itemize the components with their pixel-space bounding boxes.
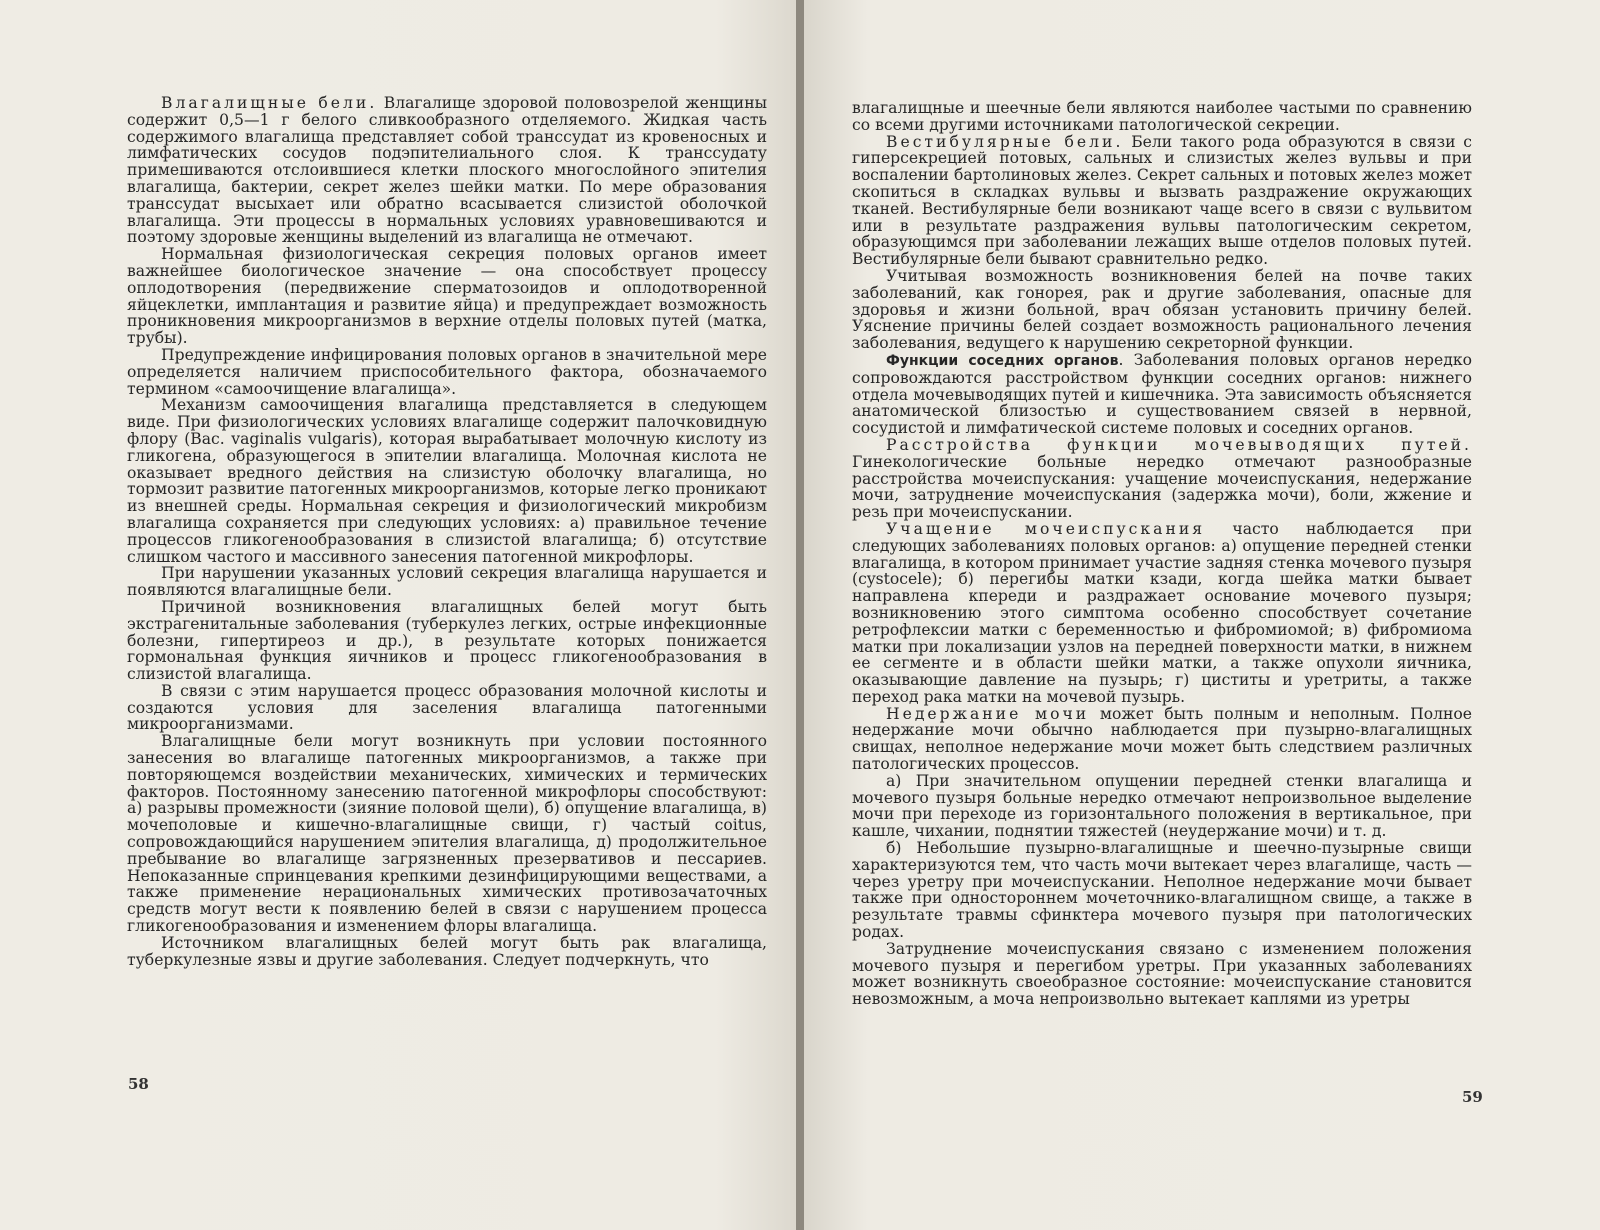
book-gutter [796, 0, 804, 1230]
paragraph [852, 352, 1472, 437]
paragraph-text: Влагалище здоровой половозрелой женщины содержит 0,5—1 г белого сливкообразного отделяемого. Жидкая часть содержимого влагалища представляет собой транссудат из кровеносных и лимфатических сосудов подэпителиального слоя. К транссудату примешиваются отслоившиеся клетки плоского многослойного эпителия влагалища, бактерии, секрет желез шейки матки. По мере образования транссудат высыхает или обратно всасывается слизистой оболочкой влагалища. Эти процессы в нормальных условиях уравновешиваются и поэтому здоровые женщины выделений из влагалища не отмечают. [127, 94, 767, 247]
right-page-text [852, 100, 1472, 1008]
paragraph: б) Небольшие пузырно-влагалищные и шеечно-пузырные свищи характеризуются тем, что часть мочи вытекает через влагалище, часть — через уретру при мочеиспускании. Неполное недержание мочи бывает также при одностороннем мочеточнико-влагалищном свище, а также в результате травмы сфинктера мочевого пузыря при патологических родах. [852, 839, 1472, 942]
section-heading: Расстройства функции мочевыводящих путей. [886, 435, 1472, 454]
paragraph [852, 437, 1472, 521]
section-heading: Влагалищные бели. [161, 94, 378, 112]
section-heading: Недержание мочи [886, 704, 1090, 723]
paragraph: При нарушении указанных условий секреция влагалища нарушается и появляются влагалищные бели. [127, 564, 767, 600]
paragraph-text: Гинекологические больные нередко отмечают разнообразные расстройства мочеиспускания: учащение мочеиспускания, недержание мочи, затруднение мочеиспускания (задержка мочи), боли, жжение и резь при мочеиспускании. [852, 452, 1472, 522]
paragraph: влагалищные и шеечные бели являются наиболее частыми по сравнению со всеми другими источниками патологической секреции. [852, 99, 1472, 134]
paragraph: Механизм самоочищения влагалища представляется в следующем виде. При физиологических условиях влагалище содержит палочковидную флору (Bac. vaginalis vulgaris), которая вырабатывает молочную кислоту из гликогена, образующегося в эпителии влагалища. Молочная кислота не оказывает вредного действия на слизистую оболочку влагалища, но тормозит развитие патогенных микроорганизмов, которые легко проникают из внешней среды. Нормальная секреция и физиологический микробизм влагалища сохраняется при следующих условиях: а) правильное течение процессов гликогенообразования в слизистой влагалища; б) отсутствие слишком частого и массивного занесения патогенной микрофлоры. [127, 396, 767, 566]
paragraph: Затруднение мочеиспускания связано с изменением положения мочевого пузыря и перегибом уретры. При указанных заболеваниях может возникнуть своеобразное состояние: мочеиспускание становится невозможным, а моча непроизвольно вытекает каплями из уретры [852, 939, 1472, 1009]
paragraph [852, 134, 1472, 268]
left-page [0, 0, 796, 1230]
section-heading-bold: Функции соседних органов [886, 352, 1119, 369]
paragraph-text: . Заболевания половых органов нередко сопровождаются расстройством функции соседних органов: нижнего отдела мочевыводящих путей и кишечника. Эта зависимость объясняется анатомической близостью и существованием связей в нервной, сосудистой и лимфатической системе половых и соседних органов. [852, 350, 1472, 438]
paragraph: В связи с этим нарушается процесс образования молочной кислоты и создаются условия для заселения влагалища патогенными микроорганизмами. [127, 681, 767, 734]
paragraph: Влагалищные бели могут возникнуть при условии постоянного занесения во влагалище патогенных микроорганизмов, а также при повторяющемся воздействии механических, химических и термических факторов. Постоянному занесению патогенной микрофлоры способствуют: а) разрывы промежности (зияние половой щели), б) опущение влагалища, в) мочеполовые и кишечно-влагалищные свищи, г) частый coitus, сопровождающийся нарушением эпителия влагалища, д) продолжительное пребывание во влагалище загрязненных презервативов и пессариев. Непоказанные спринцевания крепкими дезинфицирующими веществами, а также применение нерациональных химических противозачаточных средств могут вести к появлению белей в связи с нарушением процесса гликогенообразования и изменением флоры влагалища. [127, 732, 767, 936]
paragraph: Учитывая возможность возникновения белей на почве таких заболеваний, как гонорея, рак и другие заболевания, опасные для здоровья и жизни больной, врач обязан установить причину белей. Уяснение причины белей создает возможность рационального лечения заболевания, ведущего к нарушению секреторной функции. [852, 266, 1472, 353]
section-heading: Учащение мочеиспускания [886, 519, 1206, 538]
right-page [804, 0, 1600, 1230]
paragraph: Причиной возникновения влагалищных белей могут быть экстрагенитальные заболевания (туберкулез легких, острые инфекционные болезни, гипертиреоз и др.), в результате которых понижается гормональная функция яичников и процесс гликогенообразования в слизистой влагалища. [127, 597, 767, 684]
paragraph [852, 706, 1472, 773]
paragraph-text: часто наблюдается при следующих заболеваниях половых органов: а) опущение передней стенки влагалища, в котором принимает участие задняя стенка мочевого пузыря (cystocele); б) перегибы матки кзади, когда шейка матки бывает направлена кпереди и раздражает основание мочевого пузыря; возникновению этого симптома особенно способствует сочетание ретрофлексии матки с беременностью и фибромиомой; в) фибромиома матки при локализации узлов на передней поверхности матки, в нижнем ее сегменте и в области шейки матки, а также опухоли яичника, оказывающие давление на пузырь; г) циститы и уретриты, а также переход рака матки на мочевой пузырь. [852, 519, 1472, 706]
paragraph: Нормальная физиологическая секреция половых органов имеет важнейшее биологическое значение — она способствует процессу оплодотворения (передвижение сперматозоидов и оплодотворенной яйцеклетки, имплантация и развитие яйца) и предупреждает возможность проникновения микроорганизмов в верхние отделы половых путей (матка, трубы). [127, 245, 767, 348]
page-number: 59 [1462, 1088, 1483, 1106]
paragraph: Источником влагалищных белей могут быть рак влагалища, туберкулезные язвы и другие заболевания. Следует подчеркнуть, что [127, 933, 767, 969]
paragraph [127, 95, 767, 246]
paragraph [852, 521, 1472, 706]
paragraph: а) При значительном опущении передней стенки влагалища и мочевого пузыря больные нередко отмечают непроизвольное выделение мочи при переходе из горизонтального положения в вертикальное, при кашле, чихании, поднятии тяжестей (неудержание мочи) и т. д. [852, 771, 1472, 841]
paragraph: Предупреждение инфицирования половых органов в значительной мере определяется наличием приспособительного фактора, обозначаемого термином «самоочищение влагалища». [127, 345, 767, 398]
page-number: 58 [128, 1075, 149, 1093]
paragraph-text: Бели такого рода образуются в связи с гиперсекрецией потовых, сальных и слизистых желез вульвы и при воспалении бартолиновых желез. Секрет сальных и потовых желез может скопиться в складках вульвы и вызвать раздражение окружающих тканей. Вестибулярные бели возникают чаще всего в связи с вульвитом или в результате раздражения вульвы патологическим секретом, образующимся при заболевании лежащих выше отделов половых путей. Вестибулярные бели бывают сравнительно редко. [852, 132, 1473, 269]
left-page-text [127, 95, 767, 968]
section-heading: Вестибулярные бели. [886, 132, 1124, 151]
paragraph-text: может быть полным и неполным. Полное недержание мочи обычно наблюдается при пузырно-влагалищных свищах, неполное недержание мочи может быть следствием различных патологических процессов. [852, 704, 1472, 774]
